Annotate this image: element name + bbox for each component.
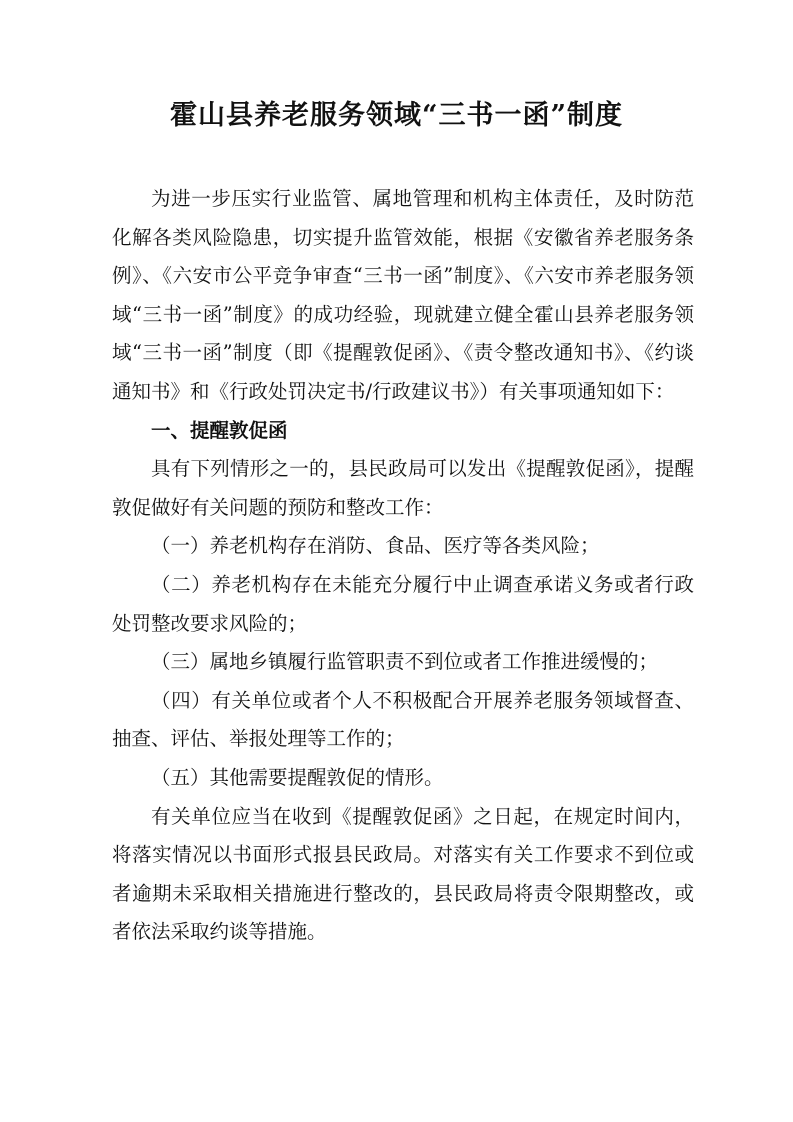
list-item-3: （三）属地乡镇履行监管职责不到位或者工作推进缓慢的；: [151, 650, 659, 674]
list-item-4: （四）有关单位或者个人不积极配合开展养老服务领域督查、抽查、评估、举报处理等工作的；: [112, 688, 694, 751]
list-item-5: （五）其他需要提醒敦促的情形。: [151, 765, 444, 789]
document-body: [112, 180, 694, 952]
list-item-1: （一）养老机构存在消防、食品、医疗等各类风险；: [151, 534, 600, 558]
closing-paragraph: 有关单位应当在收到《提醒敦促函》之日起，在规定时间内，将落实情况以书面形式报县民政局。对落实有关工作要求不到位或者逾期未采取相关措施进行整改的，县民政局将责令限期整改，或者依法采取约谈等措施。: [112, 804, 694, 944]
list-item-2: （二）养老机构存在未能充分履行中止调查承诺义务或者行政处罚整改要求风险的；: [112, 572, 694, 635]
section-lead-paragraph: 具有下列情形之一的，县民政局可以发出《提醒敦促函》，提醒敦促做好有关问题的预防和整改工作：: [112, 457, 694, 519]
document-title: 霍山县养老服务领域“三书一函”制度: [169, 100, 624, 131]
intro-paragraph: 为进一步压实行业监管、属地管理和机构主体责任，及时防范化解各类风险隐患，切实提升监管效能，根据《安徽省养老服务条例》、《六安市公平竞争审查“三书一函”制度》、《六安市养老服务领域“三书一函”制度》的成功经验，现就建立健全霍山县养老服务领域“三书一函”制度（即《提醒敦促函》、《责令整改通知书》、《约谈通知书》和《行政处罚决定书/行政建议书》）有关事项通知如下：: [112, 187, 694, 403]
section-heading-reminder-letter: 一、提醒敦促函: [151, 418, 288, 442]
